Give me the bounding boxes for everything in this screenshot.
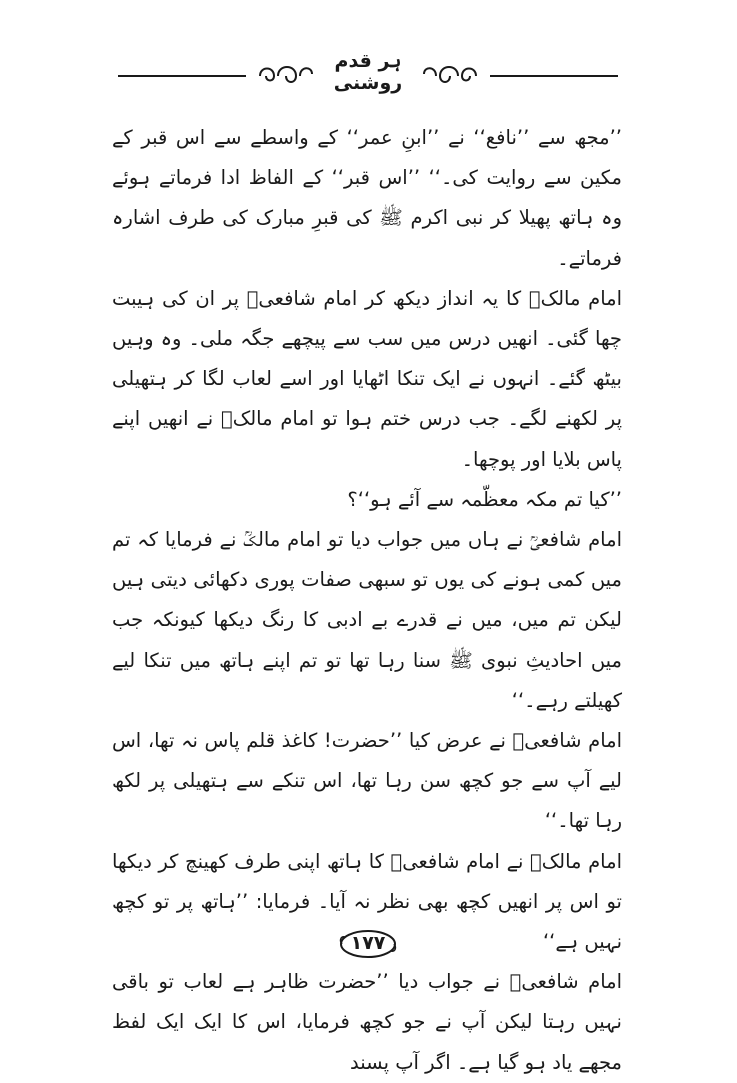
page-number: [338, 928, 398, 960]
header-rule-left: [118, 75, 246, 77]
header-rule-right: [490, 75, 618, 77]
header-ornament-icon: [254, 50, 482, 94]
paragraph-3: ’’کیا تم مکہ معظّمہ سے آئے ہو‘‘؟: [347, 487, 622, 511]
paragraph-5: امام شافعیؒ نے عرض کیا ’’حضرت! کاغذ قلم پاس نہ تھا، اس لیے آپ سے جو کچھ سن رہا تھا، اس تنکے سے ہتھیلی پر لکھ رہا تھا۔‘‘: [112, 729, 622, 833]
header-title: ہر قدم روشنی: [333, 50, 403, 94]
paragraph-2: امام مالکؒ کا یہ انداز دیکھ کر امام شافعیؒ پر ان کی ہیبت چھا گئی۔ انھیں درس میں سب سے پیچھے جگہ ملی۔ وہ وہیں بیٹھ گئے۔ انہوں نے ایک تنکا اٹھایا اور اسے لعاب لگا کر ہتھیلی پر لکھنے لگے۔ جب درس ختم ہوا تو امام مالکؒ نے انھیں اپنے پاس بلایا اور پوچھا۔: [112, 286, 622, 471]
paragraph-1: ’’مجھ سے ’’نافع‘‘ نے ’’ابنِ عمر‘‘ کے واسطے سے اس قبر کے مکین سے روایت کی۔‘‘ ’’اس قبر‘‘ کے الفاظ ادا فرماتے ہوئے وہ ہاتھ پھیلا کر نبی اکرم ﷺ کی قبرِ مبارک کی طرف اشارہ فرماتے۔: [112, 126, 622, 270]
paragraph-4: امام شافعیؒ نے ہاں میں جواب دیا تو امام مالکؒ نے فرمایا کہ تم میں کمی ہونے کی یوں تو سبھی صفات پوری دکھائی دیتی ہیں لیکن تم میں، میں نے قدرے بے ادبی کا رنگ دیکھا کیونکہ جب میں احادیثِ نبوی ﷺ سنا رہا تھا تو تم اپنے ہاتھ میں تنکا لیے کھیلتے رہے۔‘‘: [112, 528, 622, 712]
paragraph-6: امام مالکؒ نے امام شافعیؒ کا ہاتھ اپنی طرف کھینچ کر دیکھا تو اس پر انھیں کچھ بھی نظر نہ آیا۔ فرمایا: ’’ہاتھ پر تو کچھ نہیں ہے‘‘: [112, 849, 622, 954]
page-number-text: ۱۷۷: [350, 932, 386, 954]
page-header: [118, 44, 618, 94]
paragraph-7: امام شافعیؒ نے جواب دیا ’’حضرت ظاہر ہے لعاب تو باقی نہیں رہتا لیکن آپ نے جو کچھ فرمایا، اس کا ایک ایک لفظ مجھے یاد ہو گیا ہے۔ اگر آپ پسند: [112, 970, 622, 1074]
